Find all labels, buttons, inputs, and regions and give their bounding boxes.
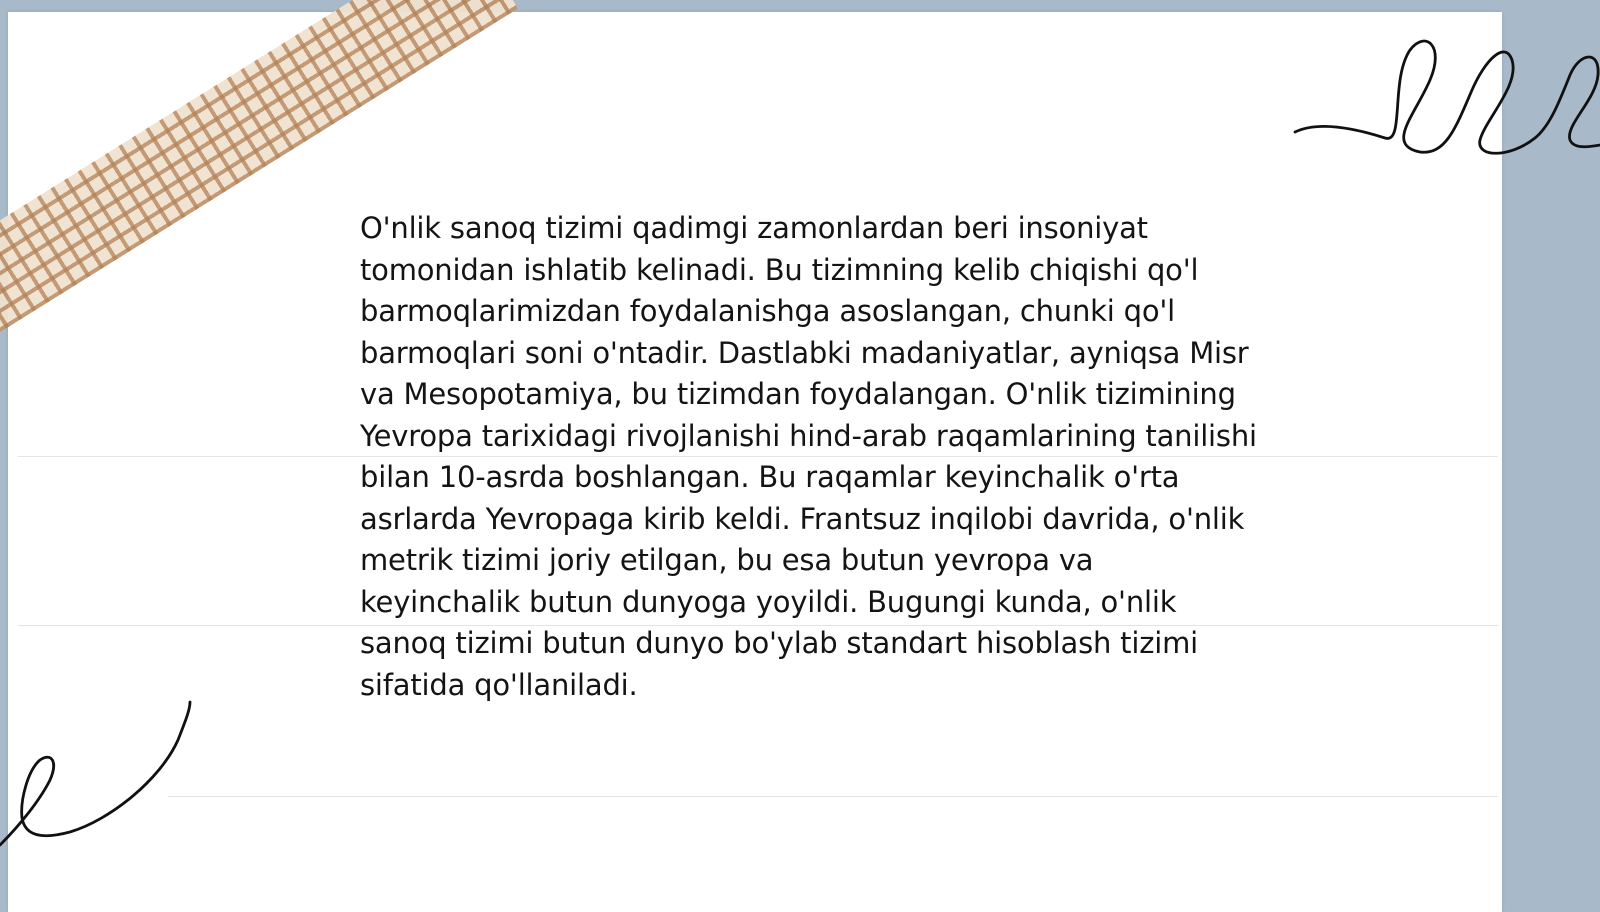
loop-doodle-top-right [1280, 20, 1600, 190]
ruled-line [168, 796, 1498, 797]
body-paragraph: O'nlik sanoq tizimi qadimgi zamonlardan beri insoniyat tomonidan ishlatib kelinadi. Bu tizimning kelib chiqishi qo'l barmoqlarimizdan foydalanishga asoslangan, chunki qo'l barmoqlari soni o'ntadir. Dastlabki madaniyatlar, ayniqsa Misr va Mesopotamiya, bu tizimdan foydalangan. O'nlik tizimining Yevropa tarixidagi rivojlanishi hind-arab raqamlarining tanilishi bilan 10-asrda boshlangan. Bu raqamlar keyinchalik o'rta asrlarda Yevropaga kirib keldi. Frantsuz inqilobi davrida, o'nlik metrik tizimi joriy etilgan, bu esa butun yevropa va keyinchalik butun dunyoga yoyildi. Bugungi kunda, o'nlik sanoq tizimi butun dunyo bo'ylab standart hisoblash tizimi sifatida qo'llaniladi. [360, 211, 1257, 702]
loop-doodle-bottom-left [0, 700, 200, 870]
